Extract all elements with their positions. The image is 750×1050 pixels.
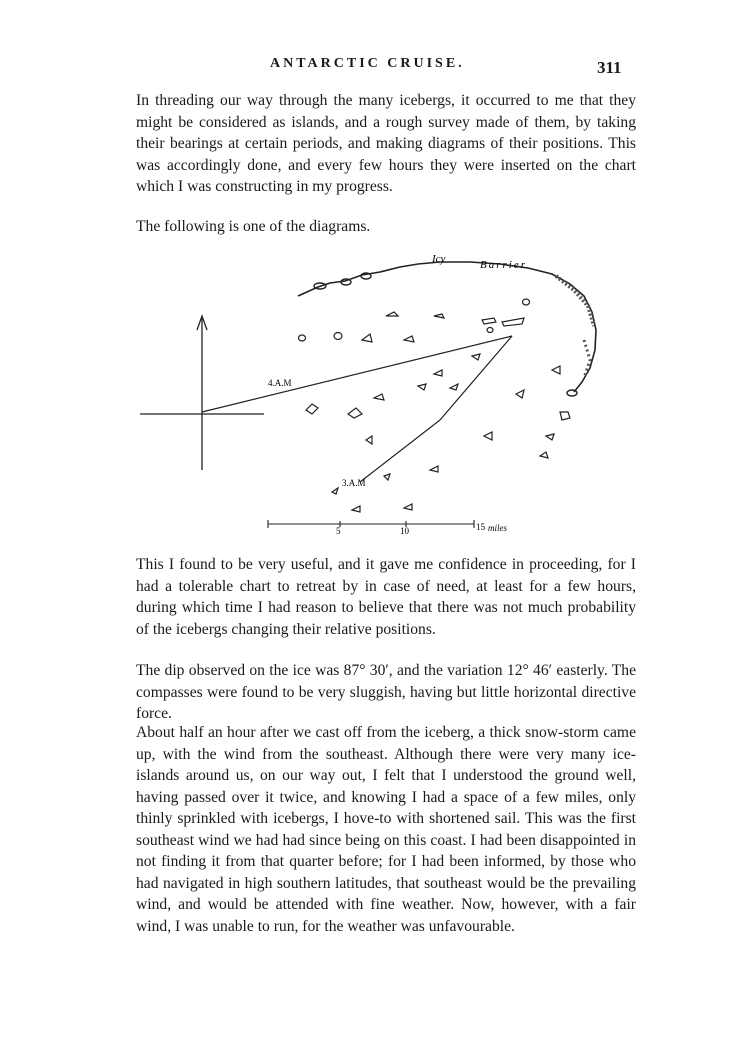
paragraph-2: The following is one of the diagrams. <box>136 218 371 235</box>
running-title: ANTARCTIC CRUISE. <box>270 56 465 71</box>
north-arrow <box>140 316 264 470</box>
scale-tick-5: 5 <box>336 526 341 536</box>
scale-tick-10: 10 <box>400 526 409 536</box>
barrier-label-barrier: Barrier <box>480 259 527 271</box>
paragraph-5: About half an hour after we cast off from the iceberg, a thick snow-storm came up, with the wind from the southeast. Although there were very many ice-islands around us, on our way out, I felt that I understood the ground well, having passed over it twice, and knowing I had a space of a few miles, only thinly sprinkled with icebergs, I hove-to with shortened sail. This was the first southeast wind we had had since being on this coast. I had been disappointed in not finding it from that quarter before; for I had been informed, by those who had navigated in high southern latitudes, that southeast would be the prevailing wind, and would be attended with fine weather. Now, however, with a fair wind, I was unable to run, for the weather was unfavourable. <box>136 724 636 935</box>
paragraph-3: This I found to be very useful, and it gave me confidence in proceeding, for I had a tolerable chart to retreat by in case of need, at least for a few hours, during which time I had reason to believe that there was not much probability of the icebergs changing their relative positions. <box>136 556 636 638</box>
paragraph-1: In threading our way through the many icebergs, it occurred to me that they might be considered as islands, and a rough survey made of them, by taking their bearings at certain periods, and making diagrams of their positions. This was accordingly done, and every few hours they were inserted on the chart which I was constructing in my progress. <box>136 92 636 195</box>
paragraph-4: The dip observed on the ice was 87° 30′, and the variation 12° 46′ easterly. The compasses were found to be very sluggish, having but little horizontal directive force. <box>136 662 636 722</box>
ice-barrier <box>298 262 596 396</box>
icebergs <box>299 299 571 512</box>
barrier-label-icy: Icy <box>432 253 446 265</box>
track-label-3am: 3.A.M <box>342 478 366 488</box>
track-label-4am: 4.A.M <box>268 378 292 388</box>
page-number: 311 <box>597 58 622 77</box>
scale-bar <box>268 520 474 528</box>
scale-tick-15: 15 <box>476 522 485 532</box>
scale-unit-label: miles <box>488 523 507 533</box>
